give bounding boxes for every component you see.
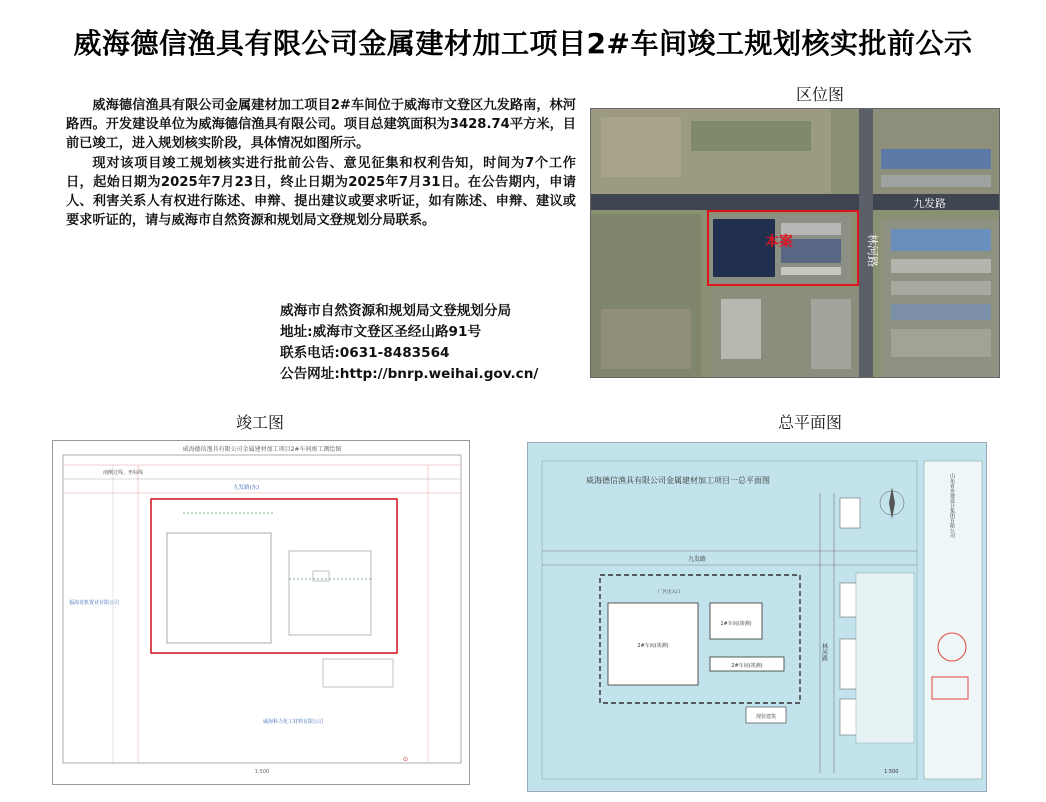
siteplan-designer: 山东省乡建设计集团有限公司	[949, 473, 955, 538]
siteplan-road-jiufa: 九发路	[688, 556, 707, 563]
siteplan-building-2: 2#车间(竣测)	[637, 643, 669, 649]
completion-neighbor-south: 威海科力化工材料有限公司	[263, 719, 324, 725]
site-plan-image	[528, 443, 988, 793]
completion-drawing	[52, 440, 470, 785]
siteplan-greenbelt: 现状建筑	[755, 714, 777, 720]
contact-phone: 联系电话:0631-8483564	[280, 345, 450, 361]
site-marker-label: 本案	[765, 234, 793, 250]
contact-block	[280, 301, 580, 385]
svg-text:⊙: ⊙	[403, 756, 409, 763]
completion-note: 南侧过线、坐标线	[103, 470, 144, 476]
completion-drawing-image	[53, 441, 471, 786]
location-map-caption: 区位图	[795, 85, 844, 104]
completion-road-label: 九发路(东)	[233, 485, 260, 491]
completion-neighbor-west: 福海龙机置业有限公司	[69, 600, 120, 606]
completion-sheet-title: 威海德信渔具有限公司金属建材加工项目2#车间竣工测绘图	[182, 446, 342, 453]
notice-body	[66, 96, 576, 230]
siteplan-road-linhe: 林河路	[820, 643, 828, 661]
contact-office: 威海市自然资源和规划局文登规划分局	[280, 303, 512, 319]
siteplan-scale: 1:500	[884, 769, 899, 775]
notice-paragraph-2: 现对该项目竣工规划核实进行批前公告、意见征集和权利告知，时间为7个工作日，起始日期为2025年7月23日，终止日期为2025年7月31日。在公告期内，申请人、利害关系人有权进行陈述、申辩、提出建议或要求听证，如有陈述、申辩、建议或要求听证的，请与威海市自然资源和规划局文登规划分局联系。	[66, 155, 576, 229]
contact-address: 地址:威海市文登区圣经山路91号	[280, 324, 482, 340]
siteplan-sheet-title: 威海德信渔具有限公司金属建材加工项目一总平面图	[586, 476, 770, 485]
site-plan	[527, 442, 987, 792]
road-label-jiufa: 九发路	[913, 197, 946, 210]
notice-paragraph-1: 威海德信渔具有限公司金属建材加工项目2#车间位于威海市文登区九发路南，林河路西。开发建设单位为威海德信渔具有限公司。项目总建筑面积为3428.74平方米，目前已竣工，进入规划核实阶段，具体情况如图所示。	[66, 98, 576, 152]
contact-website[interactable]: 公告网址:http://bnrp.weihai.gov.cn/	[280, 366, 539, 382]
completion-scale: 1:500	[254, 769, 270, 775]
page-title: 威海德信渔具有限公司金属建材加工项目2#车间竣工规划核实批前公示	[73, 27, 973, 60]
location-map-image	[591, 109, 1000, 378]
siteplan-building-3: 2#车间(竣测)	[731, 663, 763, 669]
site-plan-caption: 总平面图	[777, 413, 842, 432]
location-map	[590, 108, 1000, 378]
road-label-linhe: 林河路	[866, 234, 879, 267]
siteplan-building-1: 1#车间(竣测)	[720, 621, 752, 627]
siteplan-gate-label: 厂区出入口	[658, 590, 681, 595]
completion-drawing-caption: 竣工图	[235, 413, 284, 432]
